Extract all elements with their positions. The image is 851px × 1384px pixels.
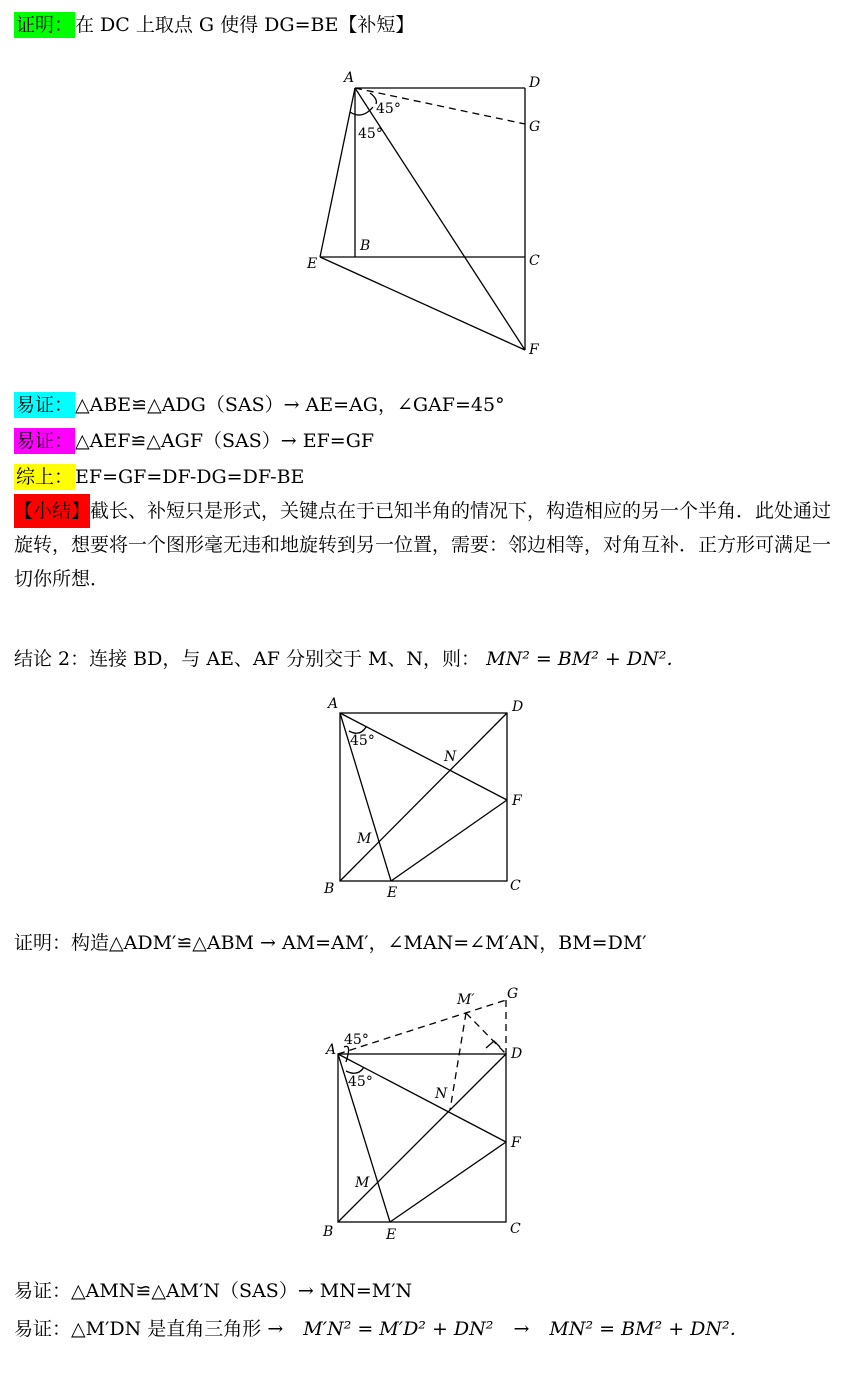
- fig1-angle-arc-2: [370, 93, 376, 104]
- easy2-line: [14, 428, 374, 454]
- fig2-label-d: D: [512, 699, 524, 715]
- note-tag: 【小结】: [14, 494, 90, 528]
- fig1-line-ef: [320, 257, 525, 350]
- fig2-label-n: N: [444, 749, 457, 765]
- easy3-line: [14, 1278, 412, 1304]
- fig3-line-ae: [338, 1054, 390, 1222]
- fig3-line-md-dashed: [466, 1013, 506, 1054]
- fig2-line-ae: [340, 713, 391, 881]
- fig2-label-b: B: [324, 881, 335, 897]
- fig3-square: [338, 1054, 506, 1222]
- fig3-angle-arc-top: [344, 1046, 349, 1062]
- fig1-label-e: E: [307, 256, 318, 272]
- fig3-label-n: N: [435, 1086, 448, 1102]
- fig3-line-ef: [390, 1142, 506, 1222]
- fig2-label-e: E: [387, 885, 398, 901]
- easy4-formula2: MN² = BM² + DN²．: [549, 1318, 749, 1340]
- proof1-text: 在 DC 上取点 G 使得 DG=BE【补短】: [75, 14, 415, 36]
- easy2-text: △AEF≌△AGF（SAS）→ EF=GF: [75, 430, 375, 452]
- easy1-tag: 易证：: [16, 394, 74, 416]
- fig1-label-a: A: [344, 70, 355, 86]
- proof2-line: [14, 930, 647, 956]
- fig2-label-a: A: [328, 696, 339, 712]
- fig3-label-g: G: [507, 986, 519, 1002]
- fig3-label-a: A: [326, 1042, 337, 1058]
- fig2-line-af: [340, 713, 507, 800]
- fig2-angle-label: 45°: [350, 733, 375, 749]
- fig1-label-f: F: [529, 342, 539, 358]
- easy2-tag: 易证：: [16, 430, 74, 452]
- proof2-text: 证明：构造△ADM′≌△ABM → AM=AM′，∠MAN=∠M′AN，BM=DM′: [14, 932, 647, 954]
- fig2-square: [340, 713, 507, 881]
- fig1-label-d: D: [529, 75, 541, 91]
- fig3-angle-arc-bottom: [346, 1067, 364, 1073]
- fig3-angle-label-bottom: 45°: [348, 1074, 373, 1090]
- fig2-angle-arc: [349, 727, 366, 733]
- fig2-label-f: F: [512, 793, 522, 809]
- conclusion2-line: [14, 646, 685, 672]
- summary-tag: 综上：: [16, 466, 74, 488]
- fig2-label-m: M: [357, 831, 372, 847]
- note-text: 截长、补短只是形式，关键点在于已知半角的情况下，构造相应的另一个半角．此处通过旋转，想要将一个图形毫无违和地旋转到另一位置，需要：邻边相等，对角互补．正方形可满足一切你所想．: [14, 500, 832, 590]
- fig1-label-c: C: [529, 253, 540, 269]
- proof1-line: [14, 12, 414, 38]
- proof1-tag: 证明：: [16, 14, 74, 36]
- fig3-diagonal-bd: [338, 1054, 506, 1222]
- note-paragraph: [14, 494, 838, 596]
- easy4-line: [14, 1316, 749, 1342]
- easy4-prefix: 易证：△M′DN 是直角三角形 →: [14, 1318, 284, 1340]
- fig1-angle-label-1: 45°: [376, 101, 401, 117]
- fig3-label-c: C: [510, 1221, 521, 1237]
- fig3-line-mn-dashed: [450, 1013, 466, 1110]
- fig1-angle-label-2: 45°: [358, 126, 383, 142]
- conclusion2-prefix: 结论 2：连接 BD，与 AE、AF 分别交于 M、N，则：: [14, 648, 481, 670]
- fig3-right-angle-mark: [486, 1041, 500, 1048]
- fig3-line-af: [338, 1054, 506, 1142]
- easy3-text: 易证：△AMN≌△AM′N（SAS）→ MN=M′N: [14, 1280, 413, 1302]
- fig3-label-f: F: [511, 1135, 521, 1151]
- summary-text: EF=GF=DF-DG=DF-BE: [75, 466, 305, 488]
- fig3-label-m: M: [355, 1175, 370, 1191]
- fig1-label-g: G: [529, 119, 541, 135]
- fig3-label-d: D: [511, 1046, 523, 1062]
- easy4-arrow: →: [513, 1318, 530, 1340]
- fig3-label-b: B: [323, 1224, 334, 1240]
- fig3-label-e: E: [386, 1227, 397, 1243]
- fig1-angle-arc-1: [350, 107, 373, 115]
- summary-line: [14, 464, 304, 490]
- fig3-line-ag-dashed: [338, 1000, 506, 1054]
- fig1-line-ag-dashed: [355, 88, 525, 124]
- fig1-label-b: B: [360, 238, 371, 254]
- fig2-label-c: C: [510, 878, 521, 894]
- easy4-formula1: M′N² = M′D² + DN²: [303, 1318, 494, 1340]
- fig1-line-af: [355, 88, 525, 350]
- conclusion2-formula: MN² = BM² + DN²．: [486, 648, 686, 670]
- fig2-diagonal-bd: [340, 713, 507, 881]
- fig2-line-ef: [391, 800, 507, 881]
- fig3-angle-label-top: 45°: [344, 1032, 369, 1048]
- easy1-line: [14, 392, 505, 418]
- easy1-text: △ABE≌△ADG（SAS）→ AE=AG，∠GAF=45°: [75, 394, 505, 416]
- fig1-line-ae: [320, 88, 355, 257]
- fig3-label-mprime: M′: [457, 992, 475, 1008]
